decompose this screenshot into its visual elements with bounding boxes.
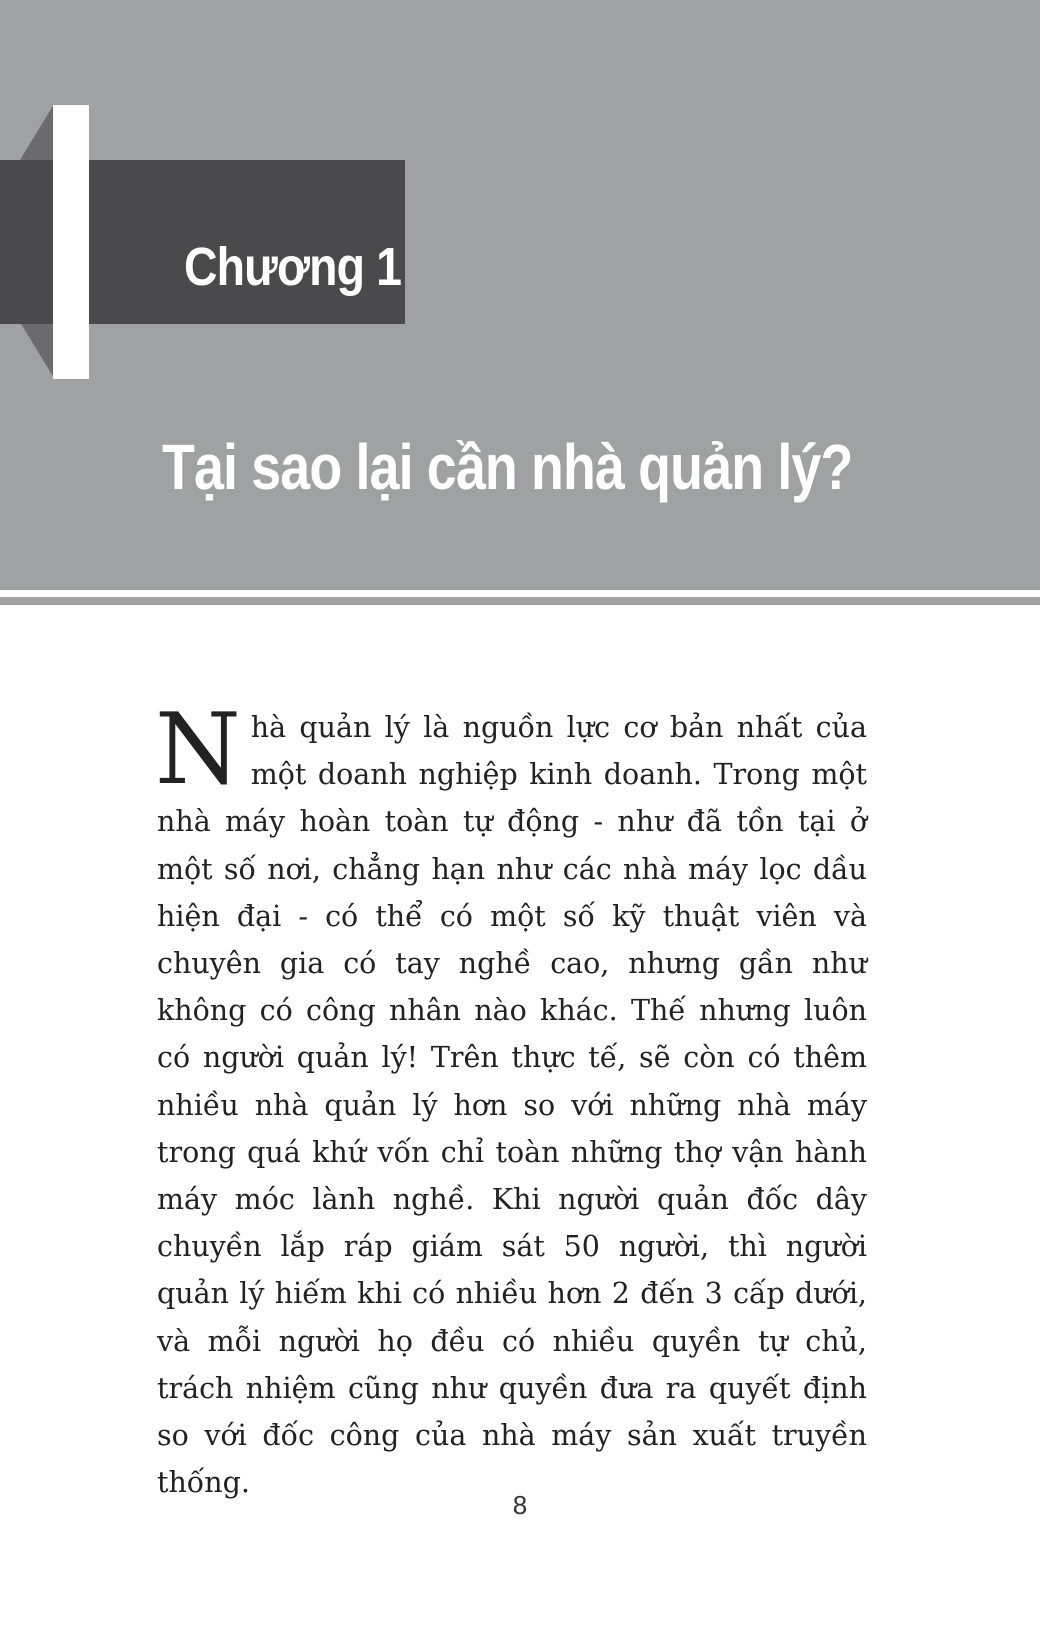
chapter-pillar-accent bbox=[53, 105, 89, 379]
paragraph-text: hà quản lý là nguồn lực cơ bản nhất của một doanh nghiệp kinh doanh. Trong một nhà máy hoàn toàn tự động - như đã tồn tại ở một số nơi, chẳng hạn như các nhà máy lọc dầu hiện đại - có thể có một số kỹ thuật viên và chuyên gia có tay nghề cao, nhưng gần như không có công nhân nào khác. Thế nhưng luôn có người quản lý! Trên thực tế, sẽ còn có thêm nhiều nhà quản lý hơn so với những nhà máy trong quá khứ vốn chỉ toàn những thợ vận hành máy móc lành nghề. Khi người quản đốc dây chuyền lắp ráp giám sát 50 người, thì người quản lý hiếm khi có nhiều hơn 2 đến 3 cấp dưới, và mỗi người họ đều có nhiều quyền tự chủ, trách nhiệm cũng như quyền đưa ra quyết định so với đốc công của nhà máy sản xuất truyền thống. bbox=[157, 711, 867, 1500]
page-number: 8 bbox=[512, 1490, 528, 1520]
body-paragraph bbox=[155, 693, 867, 1506]
header-divider-rule bbox=[0, 597, 1040, 605]
chapter-title: Tại sao lại cần nhà quản lý? bbox=[162, 431, 853, 503]
drop-cap: N bbox=[155, 693, 241, 807]
chapter-label: Chương 1 bbox=[184, 237, 402, 297]
